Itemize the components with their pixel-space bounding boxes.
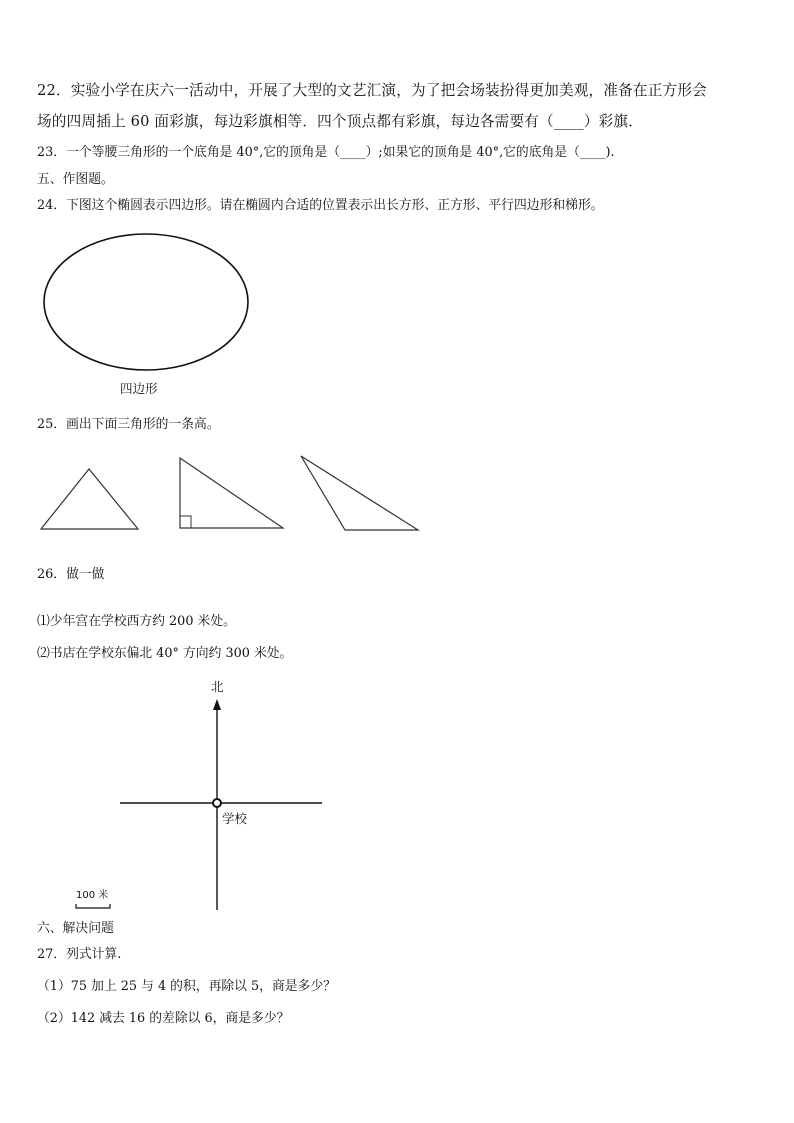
q25-text: 25．画出下面三角形的一条高。 <box>37 417 220 432</box>
q22-line2: 场的四周插上 60 面彩旗，每边彩旗相等．四个顶点都有彩旗，每边各需要有（____）彩旗． <box>37 113 644 130</box>
section5-title: 五、作图题。 <box>37 172 114 187</box>
q24-text: 24．下图这个椭圆表示四边形。请在椭圆内合适的位置表示出长方形、正方形、平行四边形和梯形。 <box>37 198 604 213</box>
scale-bar <box>76 904 110 908</box>
q23-text: 23．一个等腰三角形的一个底角是 40°,它的顶角是（____）;如果它的顶角是 40°,它的底角是（____). <box>37 145 615 160</box>
right-triangle <box>180 458 283 528</box>
q22-line1: 22．实验小学在庆六一活动中，开展了大型的文艺汇演，为了把会场装扮得更加美观，准备在正方形会 <box>37 82 707 99</box>
north-arrow-icon <box>213 699 221 710</box>
school-label: 学校 <box>222 811 248 826</box>
q26-item1: ⑴少年宫在学校西方约 200 米处。 <box>37 614 236 629</box>
q27-title: 27．列式计算. <box>37 947 122 962</box>
acute-triangle <box>41 469 138 529</box>
section6-title: 六、解决问题 <box>37 921 114 936</box>
scale-label: 100 米 <box>76 890 109 901</box>
q26-item2: ⑵书店在学校东偏北 40° 方向约 300 米处。 <box>37 646 293 661</box>
school-point-icon <box>213 799 221 807</box>
north-label: 北 <box>211 679 224 694</box>
quadrilateral-ellipse <box>44 234 248 370</box>
q27-item2: （2）142 减去 16 的差除以 6，商是多少？ <box>37 1011 290 1026</box>
right-angle-mark <box>180 516 191 528</box>
obtuse-triangle <box>301 456 418 530</box>
ellipse-label: 四边形 <box>120 381 158 396</box>
q27-item1: （1）75 加上 25 与 4 的积，再除以 5，商是多少？ <box>37 979 336 994</box>
q26-title: 26．做一做 <box>37 567 105 582</box>
